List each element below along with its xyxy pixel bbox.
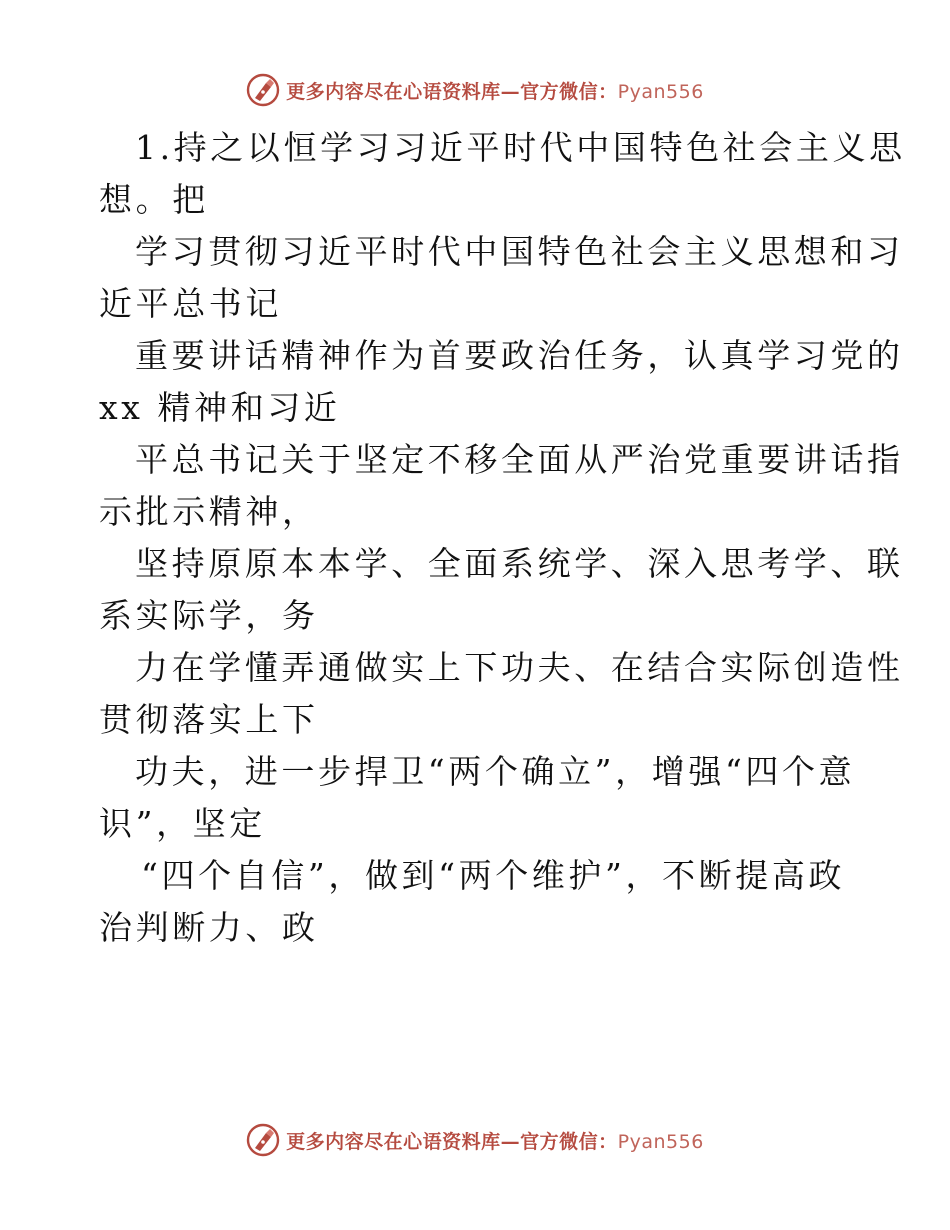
text-line: 系实际学，务 bbox=[99, 596, 319, 635]
text-line: “四个自信”，做到“两个维护”，不断提高政 bbox=[141, 856, 846, 895]
text-line: 1.持之以恒学习习近平时代中国特色社会主义思 bbox=[135, 128, 906, 167]
text-line: 坚持原原本本学、全面系统学、深入思考学、联 bbox=[135, 544, 904, 583]
text-line: 治判断力、政 bbox=[99, 908, 319, 947]
pen-nib-logo-icon bbox=[246, 73, 280, 107]
text-line: 重要讲话精神作为首要政治任务，认真学习党的 bbox=[135, 336, 904, 375]
watermark-cn-text: 更多内容尽在心语资料库—官方微信： bbox=[286, 80, 618, 103]
text-line: 贯彻落实上下 bbox=[99, 700, 319, 739]
watermark-cn-text: 更多内容尽在心语资料库—官方微信： bbox=[286, 1130, 618, 1153]
text-line: xx 精神和习近 bbox=[99, 388, 341, 427]
text-line: 功夫，进一步捍卫“两个确立”，增强“四个意 bbox=[135, 752, 856, 791]
footer-watermark bbox=[0, 1120, 950, 1160]
text-line: 平总书记关于坚定不移全面从严治党重要讲话指 bbox=[135, 440, 904, 479]
pen-nib-logo-icon bbox=[246, 1123, 280, 1157]
text-line: 力在学懂弄通做实上下功夫、在结合实际创造性 bbox=[135, 648, 904, 687]
header-watermark bbox=[0, 70, 950, 110]
text-line: 识”，坚定 bbox=[99, 804, 266, 843]
text-line: 想。把 bbox=[99, 180, 209, 219]
watermark-wechat-id: Pyan556 bbox=[617, 80, 704, 103]
text-line: 学习贯彻习近平时代中国特色社会主义思想和习 bbox=[135, 232, 904, 271]
text-line: 示批示精神， bbox=[99, 492, 319, 531]
watermark-text bbox=[286, 77, 704, 104]
watermark-wechat-id: Pyan556 bbox=[617, 1130, 704, 1153]
watermark-text bbox=[286, 1127, 704, 1154]
document-body bbox=[99, 122, 906, 954]
text-line: 近平总书记 bbox=[99, 284, 282, 323]
